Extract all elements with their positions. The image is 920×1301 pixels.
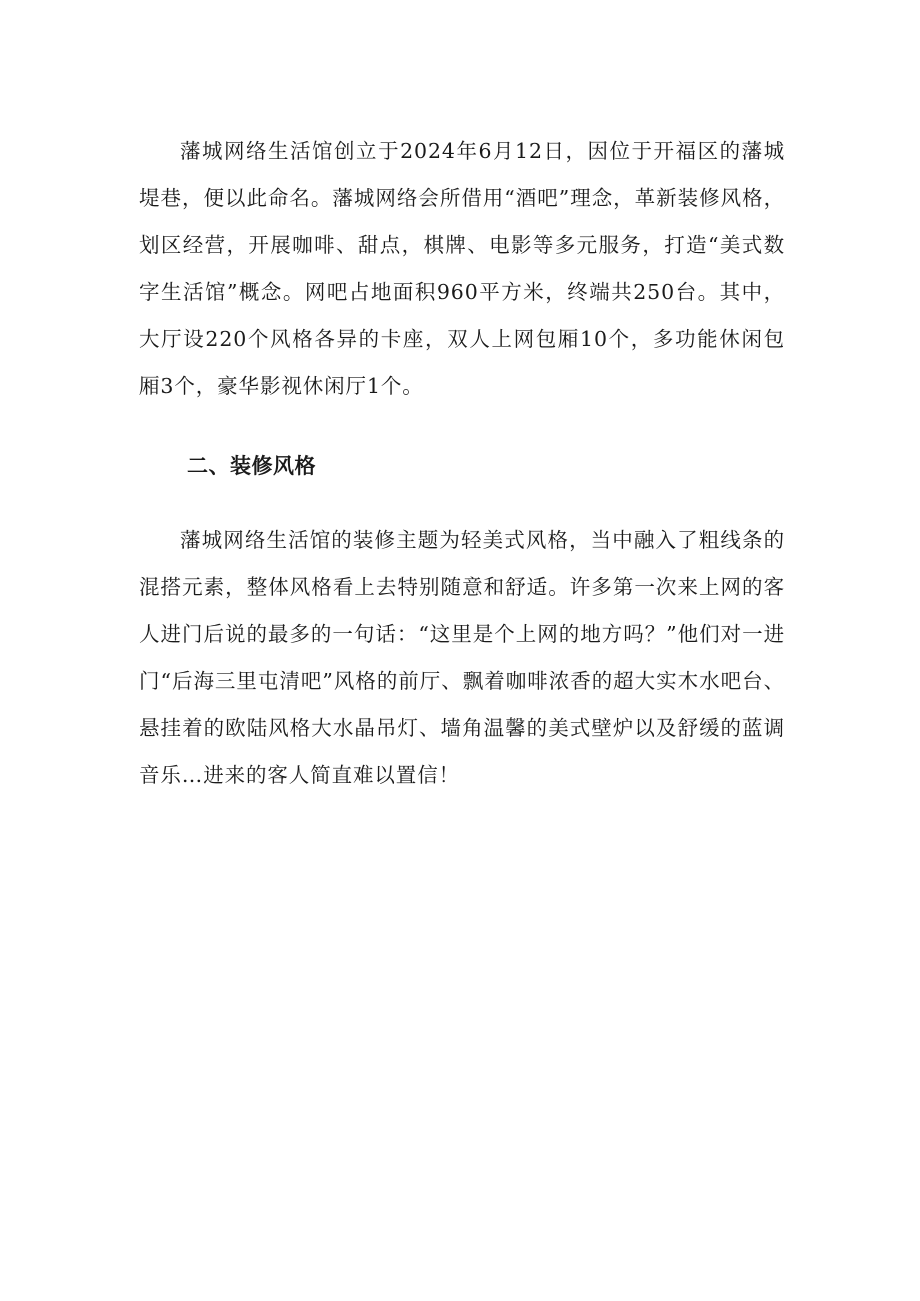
intro-paragraph: 藩城网络生活馆创立于2024年6月12日，因位于开福区的藩城堤巷，便以此命名。藩城网络会所借用“酒吧”理念，革新装修风格，划区经营，开展咖啡、甜点，棋牌、电影等多元服务，打造“美式数字生活馆”概念。网吧占地面积960平方米，终端共250台。其中，大厅设220个风格各异的卡座，双人上网包厢10个，多功能休闲包厢3个，豪华影视休闲厅1个。 [139, 139, 785, 398]
decoration-style-paragraph: 藩城网络生活馆的装修主题为轻美式风格，当中融入了粗线条的混搭元素，整体风格看上去特别随意和舒适。许多第一次来上网的客人进门后说的最多的一句话：“这里是个上网的地方吗？”他们对一进门“后海三里屯清吧”风格的前厅、飘着咖啡浓香的超大实木水吧台、悬挂着的欧陆风格大水晶吊灯、墙角温馨的美式壁炉以及舒缓的蓝调音乐…进来的客人简直难以置信！ [139, 528, 785, 787]
document-body [139, 128, 785, 799]
section-heading: 二、装修风格 [187, 454, 316, 478]
